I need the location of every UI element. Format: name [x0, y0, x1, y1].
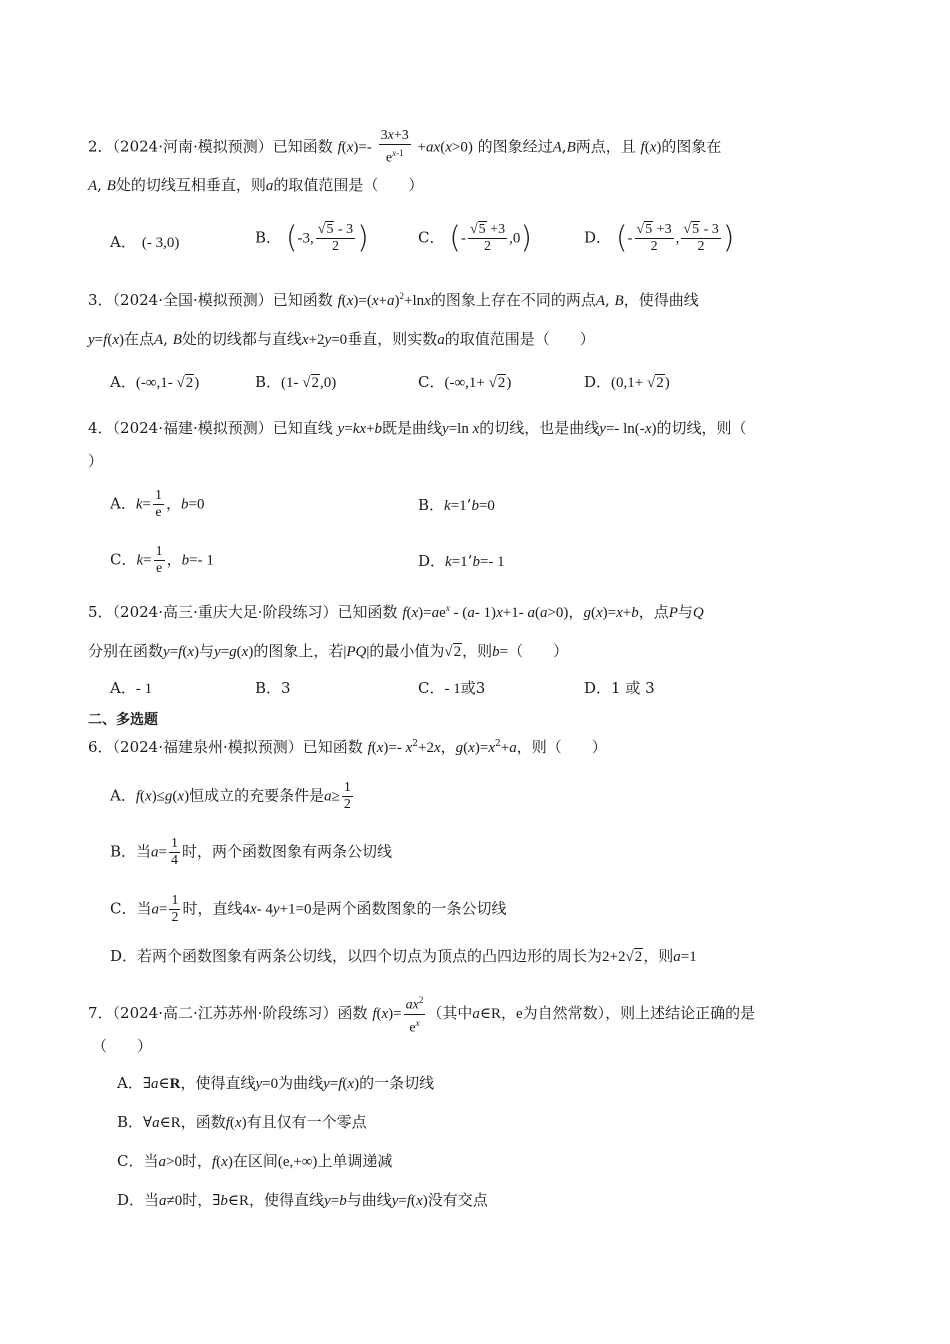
q6-option-a[interactable]: A．f(x)≤g(x)恒成立的充要条件是a≥ $\frac{1}{2}$	[110, 780, 351, 812]
q3-stem-2: y=f(x)在点A, B处的切线都与直线x+2y=0垂直，则实数a的取值范围是（ ）	[88, 330, 595, 348]
q4-stem-2: ）	[88, 452, 104, 470]
q3-stem: 3．（2024·全国·模拟预测）已知函数 $f(x)=(x+a)^2+\ln x$的图象上存在不同的两点A, B，使得曲线	[88, 291, 699, 309]
q7-stem-2: （ ）	[92, 1037, 153, 1055]
q5-stem-2: 分别在函数y=f(x)与y=g(x)的图象上，若|PQ|的最小值为√2，则b=（ ）	[88, 642, 569, 660]
q4-option-d[interactable]: D．k=1’b=- 1	[418, 552, 505, 570]
section-heading: 二、多选题	[88, 712, 158, 728]
q7-stem: 7．（2024·高二·江苏苏州·阶段练习）函数 f(x)= $\frac{ax^2}{e^x}$ （其中a∈R，e为自然常数），则上述结论正确的是	[88, 992, 755, 1036]
q2-option-a[interactable]: A． (- 3,0)	[110, 233, 180, 251]
q3-option-d[interactable]: D．(0,1+ √2)	[584, 373, 670, 391]
q2-option-d[interactable]: D． (- $\frac{√5 +3}{2}$ , $\frac{√5 - 3}{2}$ )	[584, 220, 735, 256]
q4-option-a[interactable]: A．k= $\frac{1}{e}$ ，b=0	[110, 488, 205, 520]
q5-option-a[interactable]: A．- 1	[110, 679, 153, 697]
q7-option-a[interactable]: A．∃a∈R，使得直线y=0为曲线y=f(x)的一条切线	[117, 1074, 435, 1092]
q7-option-b[interactable]: B．∀a∈R，函数f(x)有且仅有一个零点	[117, 1113, 367, 1131]
q2-stem-2: A, B处的切线互相垂直，则a的取值范围是（ ）	[88, 176, 424, 194]
q6-option-d[interactable]: D．若两个函数图象有两条公切线，以四个切点为顶点的凸四边形的周长为2+2√2，则a=1	[110, 947, 697, 965]
math: f	[337, 139, 342, 156]
q5-option-b[interactable]: B．3	[255, 679, 291, 697]
q2-option-c[interactable]: C． (- $\frac{√5 +3}{2}$ ,0)	[418, 220, 533, 256]
q3-option-b[interactable]: B．(1- √2,0)	[255, 373, 337, 391]
q6-option-c[interactable]: C．当a= $\frac{1}{2}$ 时，直线4x- 4y+1=0是两个函数图象的一条公切线	[110, 893, 507, 925]
q3-option-a[interactable]: A．(-∞,1- √2)	[110, 373, 200, 391]
q6-option-b[interactable]: B．当a= $\frac{1}{4}$ 时，两个函数图象有两条公切线	[110, 836, 393, 868]
fraction: $\frac{3x+3}{e^{x-1}}$	[380, 128, 409, 166]
q3-option-c[interactable]: C．(-∞,1+ √2)	[418, 373, 512, 391]
q5-stem: 5．（2024·高三·重庆大足·阶段练习）已知函数 $f(x)=ae^x - (a-$ 1)x+1- a(a>0)，g(x)=x+b，点P与Q	[88, 603, 704, 621]
q4-option-c[interactable]: C．k= $\frac{1}{e}$ ，b=- 1	[110, 544, 214, 576]
q5-option-c[interactable]: C．- 1或3	[418, 679, 486, 697]
q7-option-c[interactable]: C．当a>0时，f(x)在区间(e,+∞)上单调递减	[117, 1152, 393, 1170]
q2-stem: 2．（2024·河南·模拟预测）已知函数 f(x)=- $\frac{3x+3}{e^{x-1}}$ +ax(x>0) 的图象经过A,B两点，且 f(x)的图象在	[88, 128, 722, 166]
q4-option-b[interactable]: B．k=1’b=0	[418, 496, 495, 514]
q4-stem: 4．（2024·福建·模拟预测）已知直线 y=kx+b既是曲线y=ln x的切线，也是曲线y=- ln(-x)的切线，则（	[88, 419, 747, 437]
q5-option-d[interactable]: D．1 或 3	[584, 679, 655, 697]
q2-option-b[interactable]: B． (-3, $\frac{√5 - 3}{2}$ )	[255, 220, 369, 256]
q6-stem: 6．（2024·福建泉州·模拟预测）已知函数 f(x)=- $x^2+2x$，$g(x)=x^2+a$，则（ ）	[88, 738, 607, 756]
q7-option-d[interactable]: D．当a≠0时，∃b∈R，使得直线y=b与曲线y=f(x)没有交点	[117, 1191, 488, 1209]
